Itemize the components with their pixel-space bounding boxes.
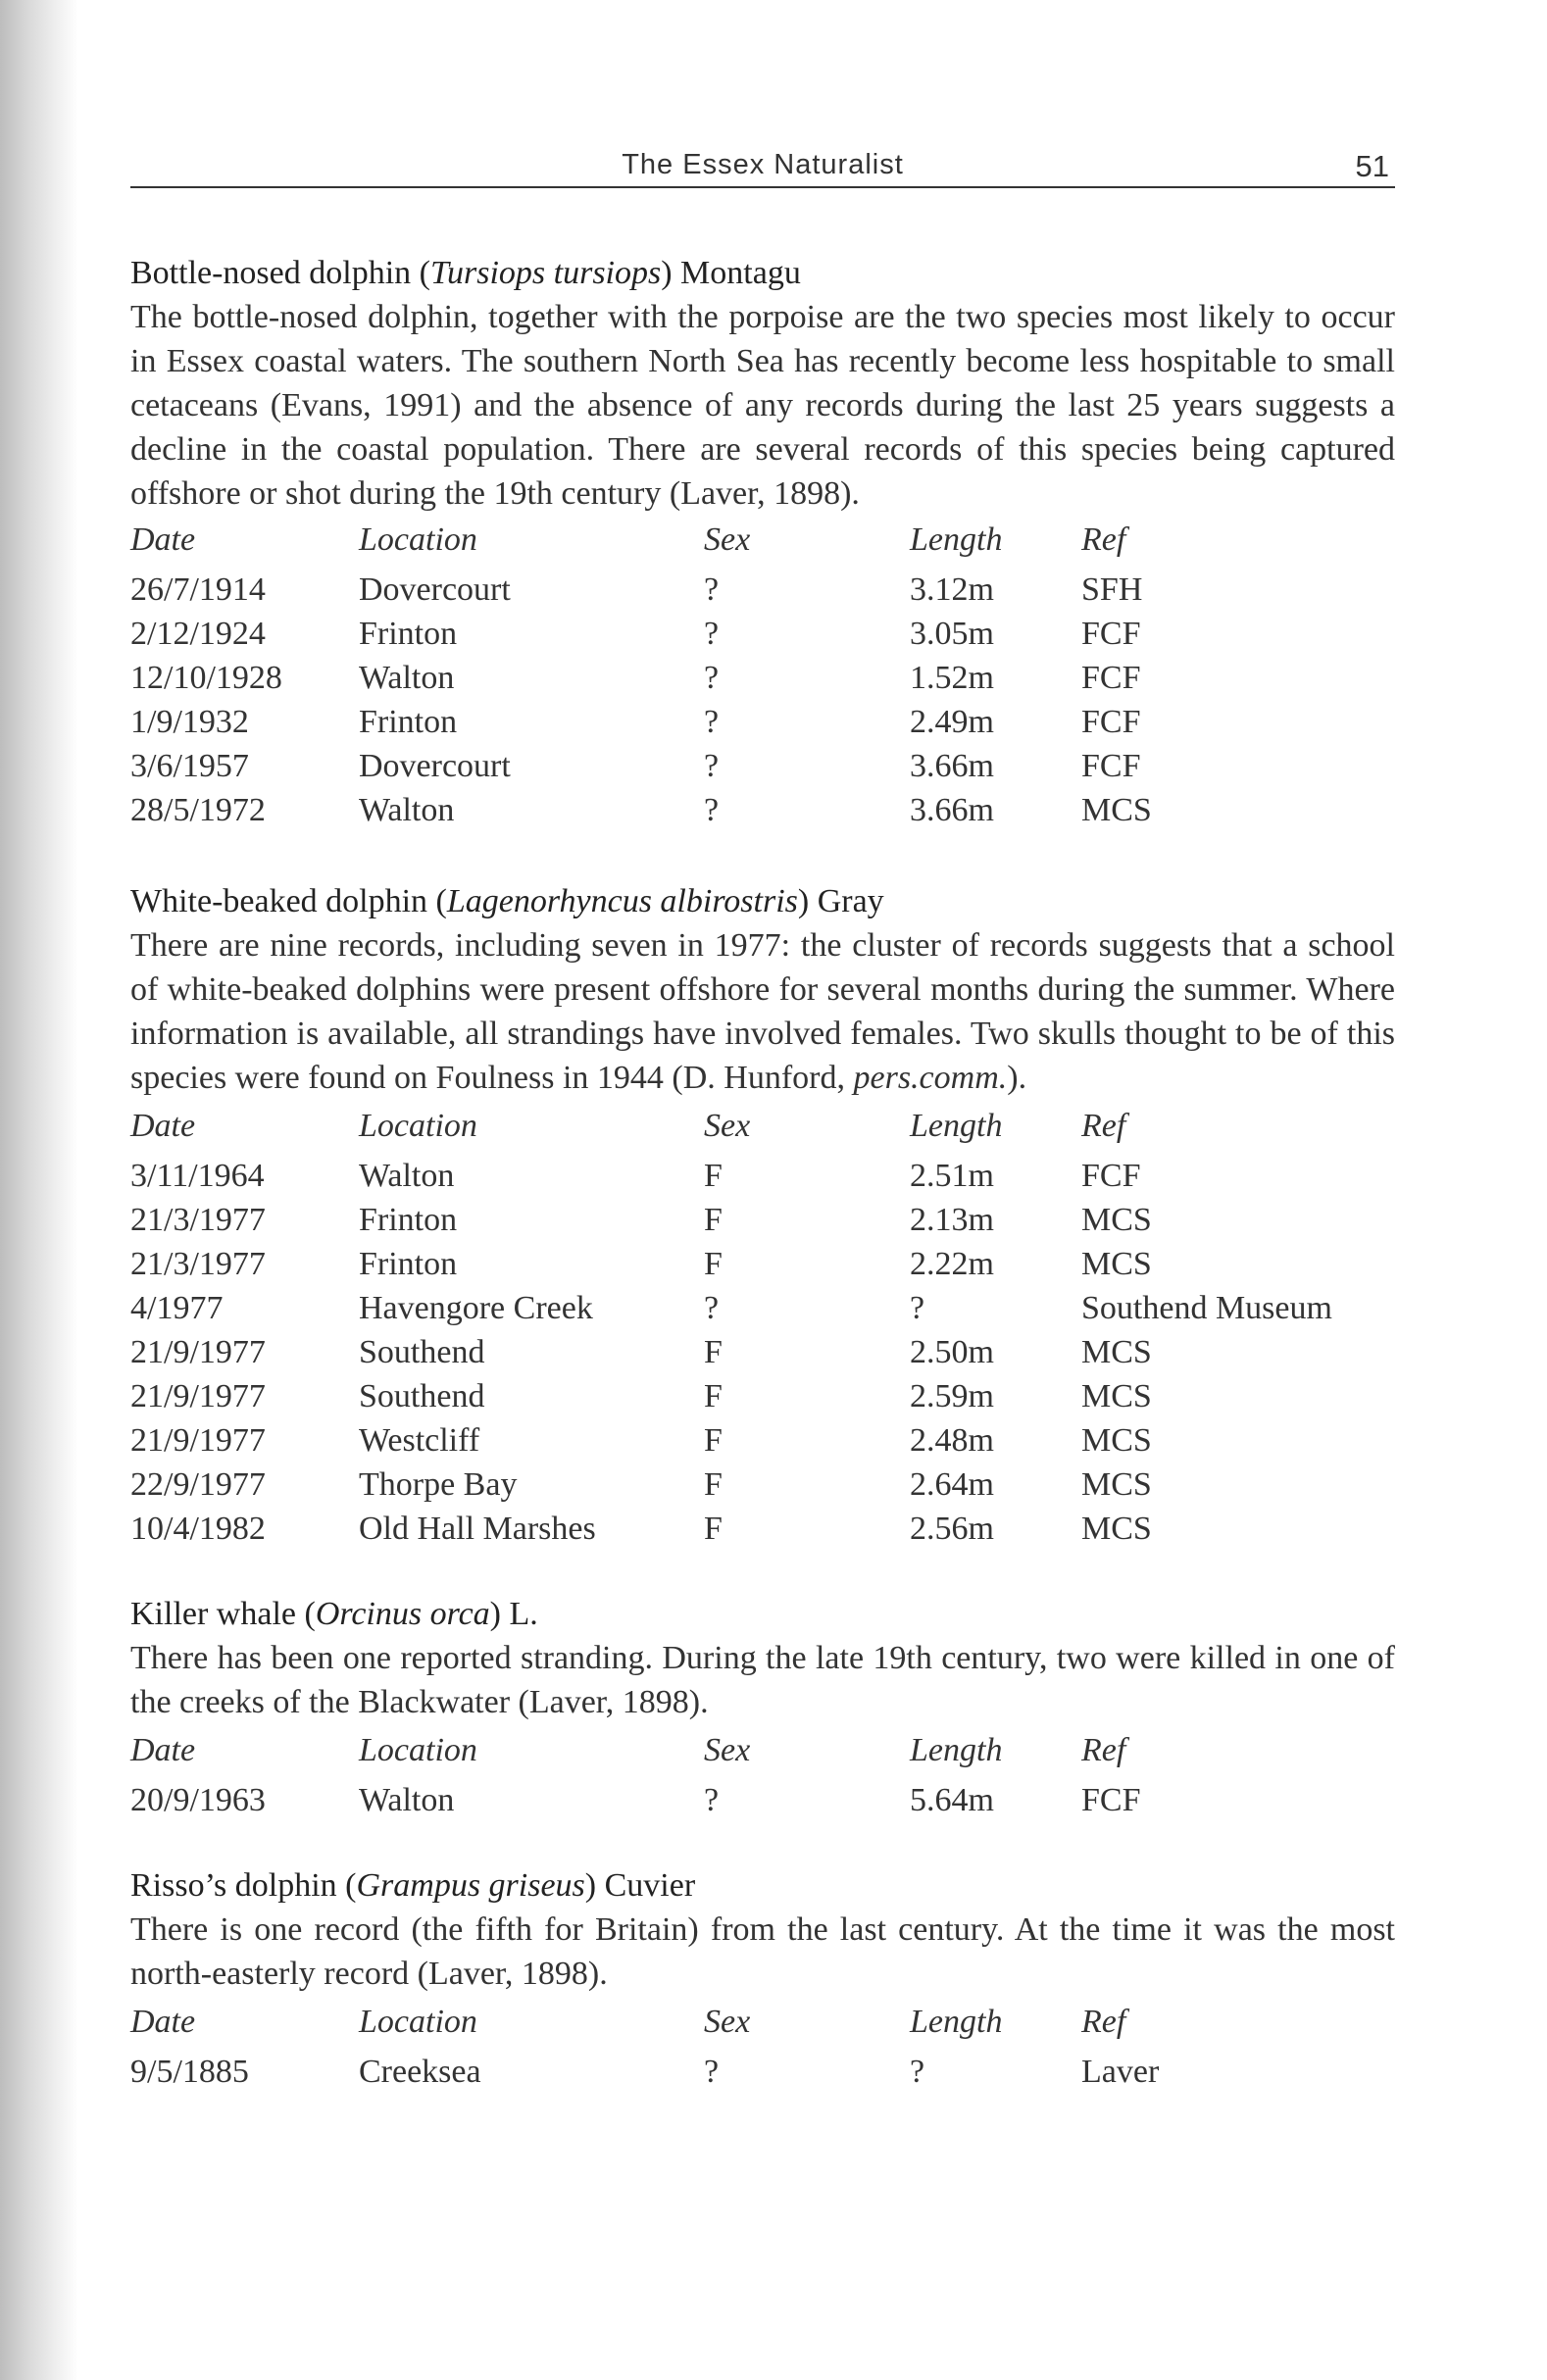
record-sex: ?	[704, 616, 720, 652]
column-header-date: Date	[130, 1108, 196, 1144]
record-length: 3.12m	[910, 571, 994, 608]
record-ref: MCS	[1081, 1334, 1152, 1370]
record-date: 9/5/1885	[130, 2054, 249, 2090]
records-header-row	[130, 1104, 1395, 1148]
record-sex: F	[704, 1511, 723, 1547]
record-row	[130, 788, 1395, 832]
species-heading: Risso’s dolphin (Grampus griseus) Cuvier	[130, 1867, 696, 1904]
record-ref: FCF	[1081, 704, 1141, 740]
species-description: There has been one reported stranding. During the late 19th century, two were killed in one of the creeks of the Blackwater (Laver, 1898).	[130, 1640, 1395, 1720]
records-header-row	[130, 1728, 1395, 1772]
running-header	[130, 137, 1395, 188]
species-description: The bottle-nosed dolphin, together with the porpoise are the two species most likely to occur in Essex coastal waters. The southern North Sea has recently become less hospitable to small cetaceans (Evans, 1991) and the absence of any records during the last 25 years suggests a decline in the coastal population. There are several records of this species being captured offshore or shot during the 19th century (Laver, 1898).	[130, 299, 1395, 512]
record-length: 3.05m	[910, 616, 994, 652]
record-ref: FCF	[1081, 660, 1141, 696]
record-ref: FCF	[1081, 1158, 1141, 1194]
record-length: 1.52m	[910, 660, 994, 696]
column-header-sex: Sex	[704, 1732, 751, 1768]
record-length: 2.22m	[910, 1246, 994, 1282]
column-header-ref: Ref	[1081, 1732, 1126, 1768]
record-row	[130, 1198, 1395, 1242]
record-location: Dovercourt	[359, 571, 511, 608]
column-header-length: Length	[910, 1732, 1003, 1768]
record-length: 2.48m	[910, 1422, 994, 1459]
record-length: 2.56m	[910, 1511, 994, 1547]
record-row	[130, 568, 1395, 612]
column-header-length: Length	[910, 521, 1003, 558]
record-ref: FCF	[1081, 616, 1141, 652]
record-location: Creeksea	[359, 2054, 481, 2090]
record-length: 2.50m	[910, 1334, 994, 1370]
latin-name: Orcinus orca	[315, 1596, 490, 1632]
record-row	[130, 700, 1395, 744]
record-date: 12/10/1928	[130, 660, 282, 696]
record-ref: MCS	[1081, 1246, 1152, 1282]
record-sex: F	[704, 1202, 723, 1238]
record-sex: ?	[704, 748, 720, 784]
record-sex: ?	[704, 660, 720, 696]
page-number: 51	[1355, 149, 1389, 183]
record-date: 21/3/1977	[130, 1202, 266, 1238]
record-date: 21/9/1977	[130, 1422, 266, 1459]
species-description: There are nine records, including seven in 1977: the cluster of records suggests that a school of white-beaked dolphins were present offshore for several months during the summer. Where information is available, all strandings have involved females. Two skulls thought to be of this species were found on Foulness in 1944 (D. Hunford, pers.comm.).	[130, 927, 1395, 1096]
record-sex: F	[704, 1378, 723, 1414]
record-date: 1/9/1932	[130, 704, 249, 740]
record-ref: Southend Museum	[1081, 1290, 1332, 1326]
record-location: Walton	[359, 1782, 455, 1818]
record-location: Dovercourt	[359, 748, 511, 784]
record-location: Walton	[359, 660, 455, 696]
record-ref: MCS	[1081, 1466, 1152, 1503]
record-ref: Laver	[1081, 2054, 1160, 2090]
record-date: 22/9/1977	[130, 1466, 266, 1503]
record-sex: ?	[704, 1290, 720, 1326]
record-length: 2.59m	[910, 1378, 994, 1414]
record-date: 10/4/1982	[130, 1511, 266, 1547]
record-sex: ?	[704, 2054, 720, 2090]
record-ref: MCS	[1081, 1511, 1152, 1547]
record-row	[130, 744, 1395, 788]
record-ref: MCS	[1081, 1378, 1152, 1414]
column-header-ref: Ref	[1081, 1108, 1126, 1144]
record-ref: MCS	[1081, 1422, 1152, 1459]
column-header-ref: Ref	[1081, 2004, 1126, 2040]
record-length: 3.66m	[910, 792, 994, 828]
record-length: 3.66m	[910, 748, 994, 784]
record-length: ?	[910, 1290, 925, 1326]
column-header-sex: Sex	[704, 1108, 751, 1144]
record-sex: ?	[704, 1782, 720, 1818]
record-location: Frinton	[359, 616, 458, 652]
record-sex: F	[704, 1246, 723, 1282]
column-header-ref: Ref	[1081, 521, 1126, 558]
column-header-sex: Sex	[704, 521, 751, 558]
record-row	[130, 612, 1395, 656]
record-ref: MCS	[1081, 1202, 1152, 1238]
record-date: 20/9/1963	[130, 1782, 266, 1818]
species-section-white-beaked-dolphin	[130, 879, 1395, 1551]
record-ref: MCS	[1081, 792, 1152, 828]
column-header-location: Location	[359, 2004, 477, 2040]
species-description: There is one record (the fifth for Britain) from the last century. At the time it was the most north-easterly record (Laver, 1898).	[130, 1911, 1395, 1992]
record-date: 21/9/1977	[130, 1378, 266, 1414]
column-header-location: Location	[359, 521, 477, 558]
journal-title: The Essex Naturalist	[622, 149, 904, 180]
record-length: 2.51m	[910, 1158, 994, 1194]
record-row	[130, 1286, 1395, 1330]
record-ref: FCF	[1081, 1782, 1141, 1818]
record-location: Thorpe Bay	[359, 1466, 518, 1503]
record-length: ?	[910, 2054, 925, 2090]
latin-name: Grampus griseus	[356, 1867, 585, 1904]
record-row	[130, 1778, 1395, 1822]
column-header-location: Location	[359, 1108, 477, 1144]
record-date: 3/6/1957	[130, 748, 249, 784]
record-sex: ?	[704, 704, 720, 740]
record-date: 3/11/1964	[130, 1158, 265, 1194]
record-location: Frinton	[359, 1246, 458, 1282]
record-date: 26/7/1914	[130, 571, 266, 608]
species-section-killer-whale	[130, 1592, 1395, 1822]
record-location: Walton	[359, 1158, 455, 1194]
record-date: 21/9/1977	[130, 1334, 266, 1370]
record-date: 21/3/1977	[130, 1246, 266, 1282]
column-header-date: Date	[130, 2004, 196, 2040]
records-table	[130, 1728, 1395, 1822]
record-ref: SFH	[1081, 571, 1143, 608]
record-row	[130, 1507, 1395, 1551]
latin-name: Lagenorhyncus albirostris	[446, 883, 798, 919]
record-length: 2.64m	[910, 1466, 994, 1503]
records-header-row	[130, 2000, 1395, 2044]
record-sex: ?	[704, 792, 720, 828]
record-sex: F	[704, 1422, 723, 1459]
species-heading: Killer whale (Orcinus orca) L.	[130, 1596, 538, 1632]
citation-note: pers.comm.	[853, 1060, 1008, 1096]
record-row	[130, 2050, 1395, 2094]
record-sex: ?	[704, 571, 720, 608]
column-header-length: Length	[910, 2004, 1003, 2040]
column-header-sex: Sex	[704, 2004, 751, 2040]
record-row	[130, 1463, 1395, 1507]
scan-gutter-shadow	[0, 0, 78, 2380]
record-row	[130, 1330, 1395, 1374]
record-length: 5.64m	[910, 1782, 994, 1818]
species-section-rissos-dolphin	[130, 1863, 1395, 2094]
species-heading: Bottle-nosed dolphin (Tursiops tursiops) Montagu	[130, 255, 801, 291]
page	[130, 137, 1395, 2094]
record-length: 2.49m	[910, 704, 994, 740]
record-date: 2/12/1924	[130, 616, 266, 652]
record-location: Havengore Creek	[359, 1290, 593, 1326]
record-row	[130, 1374, 1395, 1418]
record-row	[130, 1418, 1395, 1463]
latin-name: Tursiops tursiops	[429, 255, 662, 291]
records-header-row	[130, 518, 1395, 562]
column-header-length: Length	[910, 1108, 1003, 1144]
species-heading: White-beaked dolphin (Lagenorhyncus albirostris) Gray	[130, 883, 884, 919]
records-table	[130, 2000, 1395, 2094]
record-sex: F	[704, 1466, 723, 1503]
column-header-location: Location	[359, 1732, 477, 1768]
record-row	[130, 1154, 1395, 1198]
record-date: 4/1977	[130, 1290, 224, 1326]
record-location: Old Hall Marshes	[359, 1511, 596, 1547]
record-location: Southend	[359, 1378, 485, 1414]
record-row	[130, 656, 1395, 700]
records-table	[130, 518, 1395, 832]
record-date: 28/5/1972	[130, 792, 266, 828]
record-location: Westcliff	[359, 1422, 480, 1459]
record-sex: F	[704, 1334, 723, 1370]
record-sex: F	[704, 1158, 723, 1194]
record-row	[130, 1242, 1395, 1286]
records-table	[130, 1104, 1395, 1551]
species-section-bottle-nosed-dolphin	[130, 251, 1395, 832]
record-location: Frinton	[359, 1202, 458, 1238]
record-length: 2.13m	[910, 1202, 994, 1238]
record-location: Frinton	[359, 704, 458, 740]
column-header-date: Date	[130, 1732, 196, 1768]
record-location: Southend	[359, 1334, 485, 1370]
record-ref: FCF	[1081, 748, 1141, 784]
record-location: Walton	[359, 792, 455, 828]
column-header-date: Date	[130, 521, 196, 558]
